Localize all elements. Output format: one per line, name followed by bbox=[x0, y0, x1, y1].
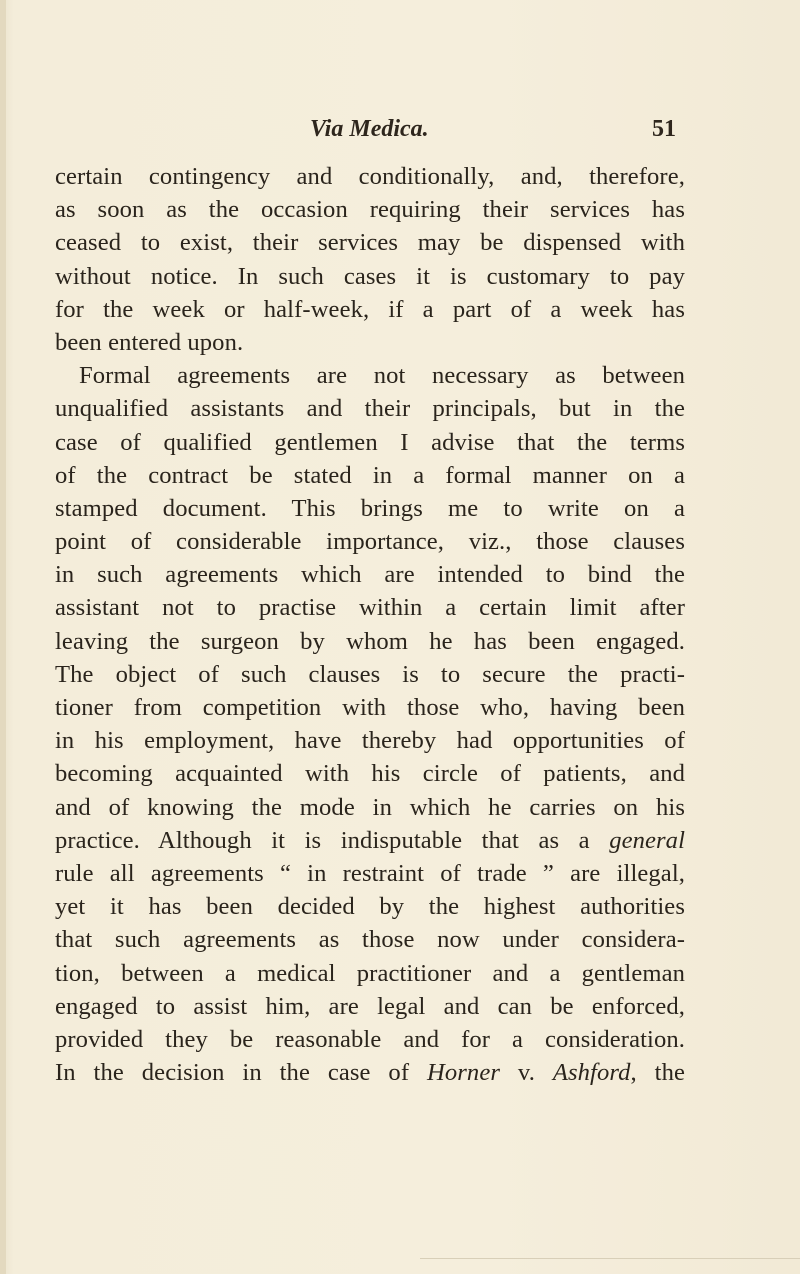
text-line: certain contingency and conditionally, and, therefore, bbox=[55, 163, 685, 190]
text-line: leaving the surgeon by whom he has been engaged. bbox=[55, 627, 685, 655]
text-line: in his employment, have thereby had opportunities of bbox=[55, 727, 685, 755]
text-line: rule all agreements “ in restraint of trade ” are illegal, bbox=[55, 859, 685, 887]
case-versus: v. bbox=[517, 1059, 535, 1087]
text-line: The object of such clauses is to secure the practi- bbox=[55, 660, 685, 688]
text-line: provided they be reasonable and for a consideration. bbox=[55, 1025, 685, 1053]
case-defendant: Ashford bbox=[552, 1059, 631, 1087]
body-text bbox=[55, 160, 685, 1089]
running-title: Via Medica. bbox=[310, 116, 429, 142]
text-line: in such agreements which are intended to bind the bbox=[55, 561, 685, 589]
text-segment: , the bbox=[630, 1059, 685, 1087]
italic-word-general: general bbox=[609, 826, 686, 854]
text-line: as soon as the occasion requiring their services has bbox=[55, 196, 685, 224]
text-line: unqualified assistants and their principals, but in the bbox=[55, 395, 685, 423]
text-line: for the week or half-week, if a part of a week has bbox=[55, 295, 685, 323]
text-line: point of considerable importance, viz., those clauses bbox=[55, 528, 685, 556]
text-line: becoming acquainted with his circle of patients, and bbox=[55, 760, 685, 788]
text-line: yet it has been decided by the highest authorities bbox=[55, 893, 685, 921]
page-number: 51 bbox=[652, 116, 676, 142]
text-line: ceased to exist, their services may be dispensed with bbox=[55, 229, 685, 257]
text-line: Formal agreements are not necessary as between bbox=[79, 362, 685, 390]
text-line: case of qualified gentlemen I advise that the terms bbox=[55, 428, 685, 456]
text-line: tioner from competition with those who, having been bbox=[55, 694, 685, 721]
text-line: assistant not to practise within a certain limit after bbox=[55, 594, 685, 622]
page-binding-edge bbox=[0, 0, 6, 1274]
text-line: stamped document. This brings me to write on a bbox=[55, 494, 685, 522]
text-line: and of knowing the mode in which he carries on his bbox=[55, 793, 685, 821]
text-line-case-citation bbox=[55, 1056, 685, 1089]
text-line: engaged to assist him, are legal and can be enforced, bbox=[55, 992, 685, 1020]
text-line: without notice. In such cases it is customary to pay bbox=[55, 262, 685, 290]
page-bottom-shadow bbox=[420, 1258, 800, 1259]
text-line: of the contract be stated in a formal manner on a bbox=[55, 461, 685, 489]
text-line: that such agreements as those now under considera- bbox=[55, 926, 685, 954]
text-line: tion, between a medical practitioner and a gentleman bbox=[55, 959, 685, 987]
text-segment: In the decision in the case of bbox=[55, 1059, 410, 1087]
running-head bbox=[150, 112, 682, 148]
text-line: been entered upon. bbox=[55, 328, 244, 356]
case-plaintiff: Horner bbox=[427, 1059, 501, 1087]
text-line-with-italic bbox=[55, 824, 685, 857]
text-segment: practice. Although it is indisputable that as a bbox=[55, 826, 590, 854]
